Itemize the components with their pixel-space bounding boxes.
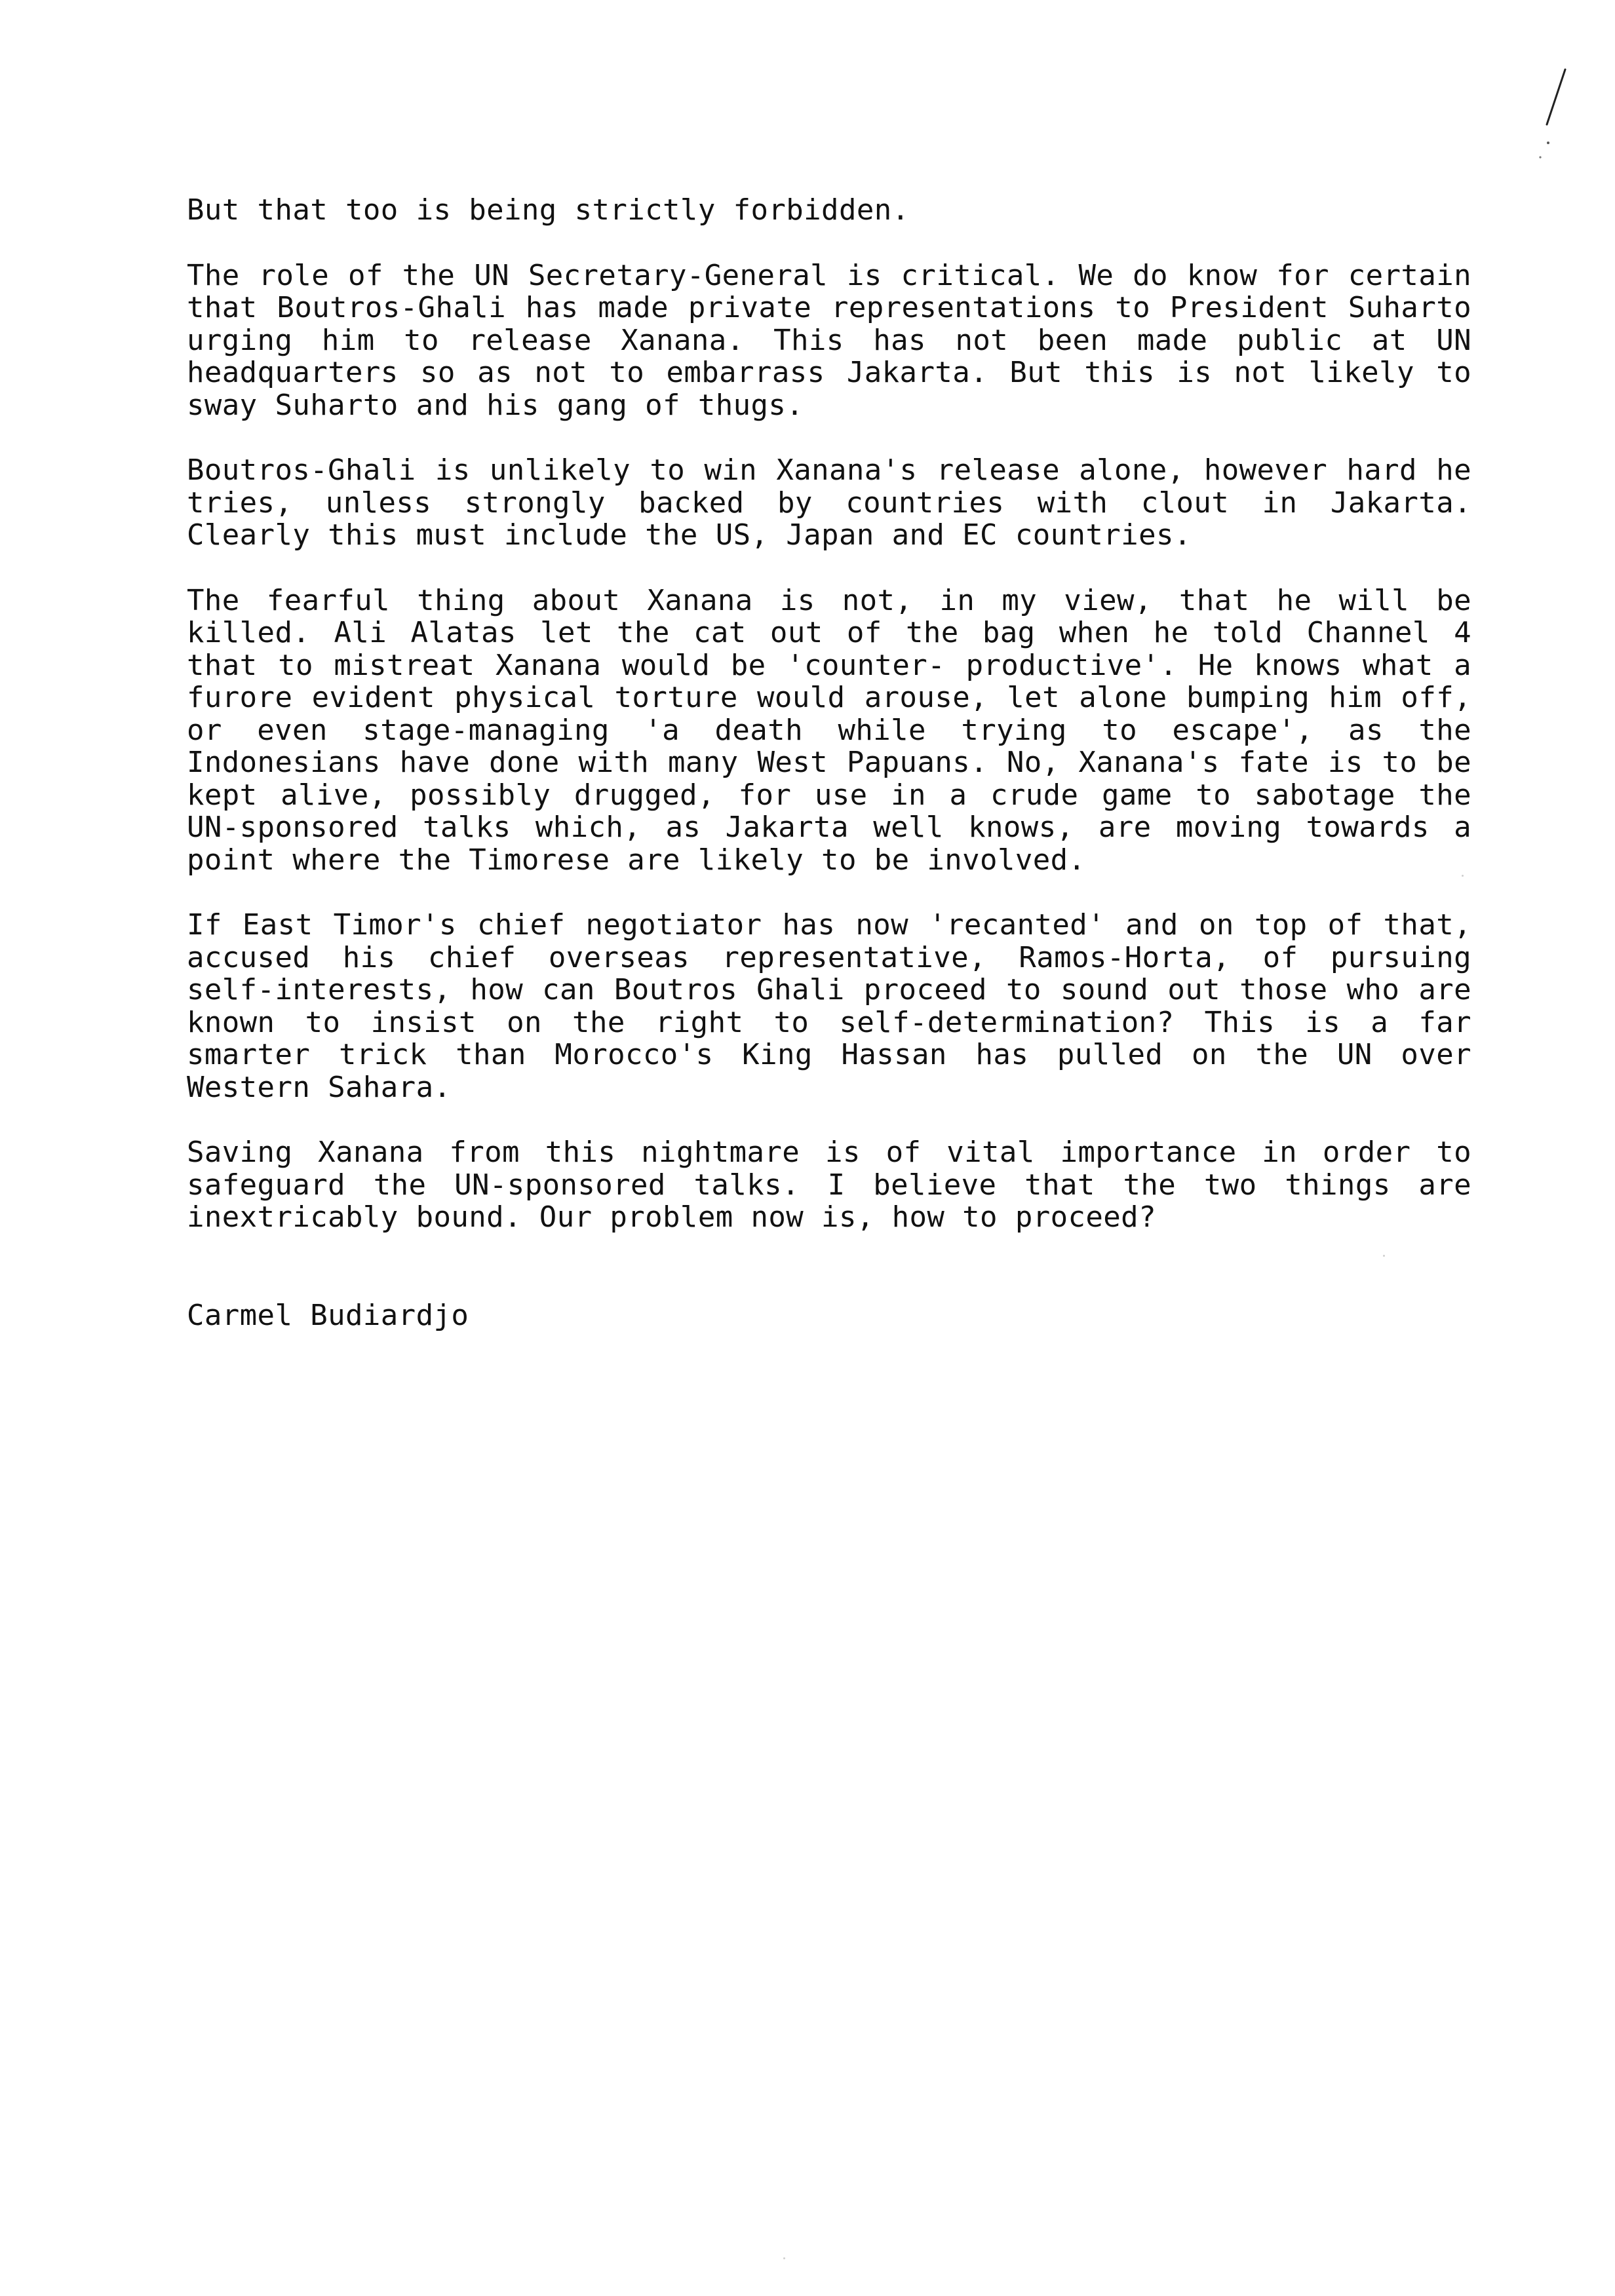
paragraph-2: The role of the UN Secretary-General is critical. We do know for certain that Boutros-Ghali has made private representations to President Suharto urging him to release Xanana. This has not been made public at UN headquarters so as not to embarrass Jakarta. But this is not likely to sway Suharto and his gang of thugs. xyxy=(187,258,1471,422)
paragraph-4: The fearful thing about Xanana is not, in my view, that he will be killed. Ali Alatas let the cat out of the bag when he told Channel 4 that to mistreat Xanana would be 'counter- productive'. He knows what a furore evident physical torture would arouse, let alone bumping him off, or even stage-managing 'a death while trying to escape', as the Indonesians have done with many West Papuans. No, Xanana's fate is to be kept alive, possibly drugged, for use in a crude game to sabotage the UN-sponsored talks which, as Jakarta well knows, are moving towards a point where the Timorese are likely to be involved. xyxy=(187,583,1471,877)
scan-speck xyxy=(783,2257,785,2259)
paragraph-5: If East Timor's chief negotiator has now 'recanted' and on top of that, accused his chief overseas representative, Ramos-Horta, of pursuing self-interests, how can Boutros Ghali proceed to sound out those who are known to insist on the right to self-determination? This is a far smarter trick than Morocco's King Hassan has pulled on the UN over Western Sahara. xyxy=(187,908,1471,1104)
letter-body xyxy=(187,194,1471,1332)
scan-speck xyxy=(1462,875,1464,877)
signature: Carmel Budiardjo xyxy=(187,1298,469,1332)
scan-speck xyxy=(1383,1255,1385,1257)
handwritten-slash-mark xyxy=(1534,66,1573,164)
paragraph-6: Saving Xanana from this nightmare is of vital importance in order to safeguard the UN-sponsored talks. I believe that the two things are inextricably bound. Our problem now is, how to proceed? xyxy=(187,1136,1471,1234)
paragraph-1: But that too is being strictly forbidden. xyxy=(187,193,910,227)
paragraph-3: Boutros-Ghali is unlikely to win Xanana's release alone, however hard he tries, unless strongly backed by countries with clout in Jakarta. Clearly this must include the US, Japan and EC countries. xyxy=(187,453,1471,552)
